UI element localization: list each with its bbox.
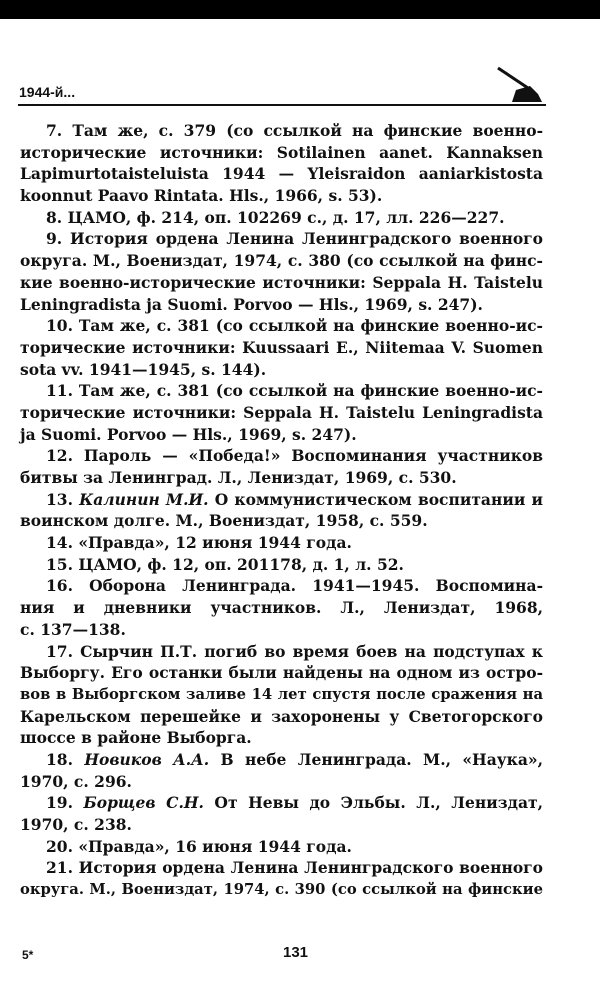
text-line (20, 163, 543, 185)
text-line (20, 532, 543, 554)
text-line (20, 771, 543, 793)
text-line (20, 554, 543, 576)
line-text: торические источники: Kuussaari E., Niitemaa V. Suomen (20, 337, 543, 357)
line-text: округа. М., Воениздат, 1974, с. 390 (со ссылкой на финские (20, 881, 543, 899)
line-text: Карельском перешейке и захоронены у Светогорского (20, 706, 543, 726)
text-line (20, 684, 543, 706)
line-text: 17. Сырчин П.Т. погиб во время боев на подступах к (46, 641, 543, 661)
signature-mark: 5* (22, 948, 34, 962)
text-line (20, 250, 543, 272)
text-line (20, 359, 543, 381)
line-text: шоссе в районе Выборга. (20, 728, 252, 748)
line-text: 10. Там же, с. 381 (со ссылкой на финские военно-ис- (46, 316, 543, 336)
text-line (20, 424, 543, 446)
line-text: 9. История ордена Ленина Ленинградского военного (46, 229, 543, 249)
author-name: Новиков А.А. (84, 749, 210, 769)
line-text: 21. История ордена Ленина Ленинградского военного (46, 858, 543, 878)
text-line (20, 857, 543, 879)
text-line (20, 294, 543, 316)
text-line (20, 380, 543, 402)
line-text: исторические источники: Sotilainen aanet. Kannaksen (20, 142, 543, 162)
line-text: битвы за Ленинград. Л., Лениздат, 1969, с. 530. (20, 468, 457, 487)
line-text: 1970, с. 238. (20, 815, 132, 834)
line-text: ja Suomi. Porvoo — Hls., 1969, s. 247). (20, 424, 357, 444)
text-line (20, 879, 543, 901)
author-name: Калинин М.И. (79, 489, 209, 509)
line-text: ния и дневники участников. Л., Лениздат, 1968, (20, 598, 543, 618)
line-text: Leningradista ja Suomi. Porvoo — Hls., 1969, s. 247). (20, 294, 483, 314)
line-text: торические источники: Seppala H. Taistelu Leningradista (20, 402, 543, 422)
text-line (20, 402, 543, 424)
line-text: округа. М., Воениздат, 1974, с. 380 (со ссылкой на финс- (20, 251, 543, 271)
line-text: 15. ЦАМО, ф. 12, оп. 201178, д. 1, л. 52. (46, 554, 404, 574)
endnotes-text (20, 120, 543, 901)
text-line (20, 445, 543, 467)
line-text: Выборгу. Его останки были найдены на одном из остро- (20, 663, 543, 683)
line-text: 12. Пароль — «Победа!» Воспоминания участников (46, 446, 543, 466)
text-line (20, 315, 543, 337)
line-text: Lapimurtotaisteluista 1944 — Yleisraidon aaniarkistosta (20, 164, 543, 184)
line-text: вов в Выборгском заливе 14 лет спустя после сражения на (20, 685, 543, 703)
line-text: 1970, с. 296. (20, 771, 132, 791)
line-text: koonnut Paavo Rintata. Hls., 1966, s. 53). (20, 186, 383, 206)
line-text: 20. «Правда», 16 июня 1944 года. (46, 836, 352, 856)
text-line (20, 814, 543, 836)
text-line (20, 337, 543, 359)
line-text: О коммунистическом воспитании и (208, 489, 543, 509)
line-text: кие военно-исторические источники: Seppala H. Taistelu (20, 272, 543, 292)
text-line (20, 272, 543, 294)
line-text: В небе Ленинграда. М., «Наука», (209, 749, 543, 769)
line-text: воинском долге. М., Воениздат, 1958, с. 559. (20, 511, 428, 531)
line-text: 13. (46, 489, 80, 509)
header-rule (18, 104, 546, 106)
line-text: 18. (46, 749, 85, 769)
text-line (20, 120, 543, 142)
cannon-icon (494, 64, 544, 104)
text-line (20, 641, 543, 663)
line-text: 19. (46, 793, 84, 813)
text-line (20, 792, 543, 814)
text-line (20, 597, 543, 619)
text-line (20, 228, 543, 250)
text-line (20, 185, 543, 207)
text-line (20, 575, 543, 597)
text-line (20, 207, 543, 229)
line-text: с. 137—138. (20, 619, 126, 639)
text-line (20, 727, 543, 749)
text-line (20, 142, 543, 164)
line-text: sota vv. 1941—1945, s. 144). (20, 359, 267, 379)
text-line (20, 706, 543, 728)
line-text: 14. «Правда», 12 июня 1944 года. (46, 533, 352, 553)
text-line (20, 619, 543, 641)
line-text: От Невы до Эльбы. Л., Лениздат, (203, 793, 543, 813)
scan-edge-bar (0, 0, 600, 19)
line-text: 16. Оборона Ленинграда. 1941—1945. Воспомина- (46, 576, 543, 596)
line-text: 8. ЦАМО, ф. 214, оп. 102269 с., д. 17, лл. 226—227. (46, 207, 505, 227)
page-number: 131 (283, 944, 309, 961)
text-line (20, 467, 543, 489)
text-line (20, 836, 543, 858)
text-line (20, 749, 543, 771)
running-title: 1944-й... (19, 84, 76, 100)
text-line (20, 662, 543, 684)
author-name: Борщев С.Н. (83, 793, 204, 813)
text-line (20, 510, 543, 532)
text-line (20, 489, 543, 511)
line-text: 11. Там же, с. 381 (со ссылкой на финские военно-ис- (46, 381, 543, 401)
line-text: 7. Там же, с. 379 (со ссылкой на финские военно- (46, 121, 543, 140)
